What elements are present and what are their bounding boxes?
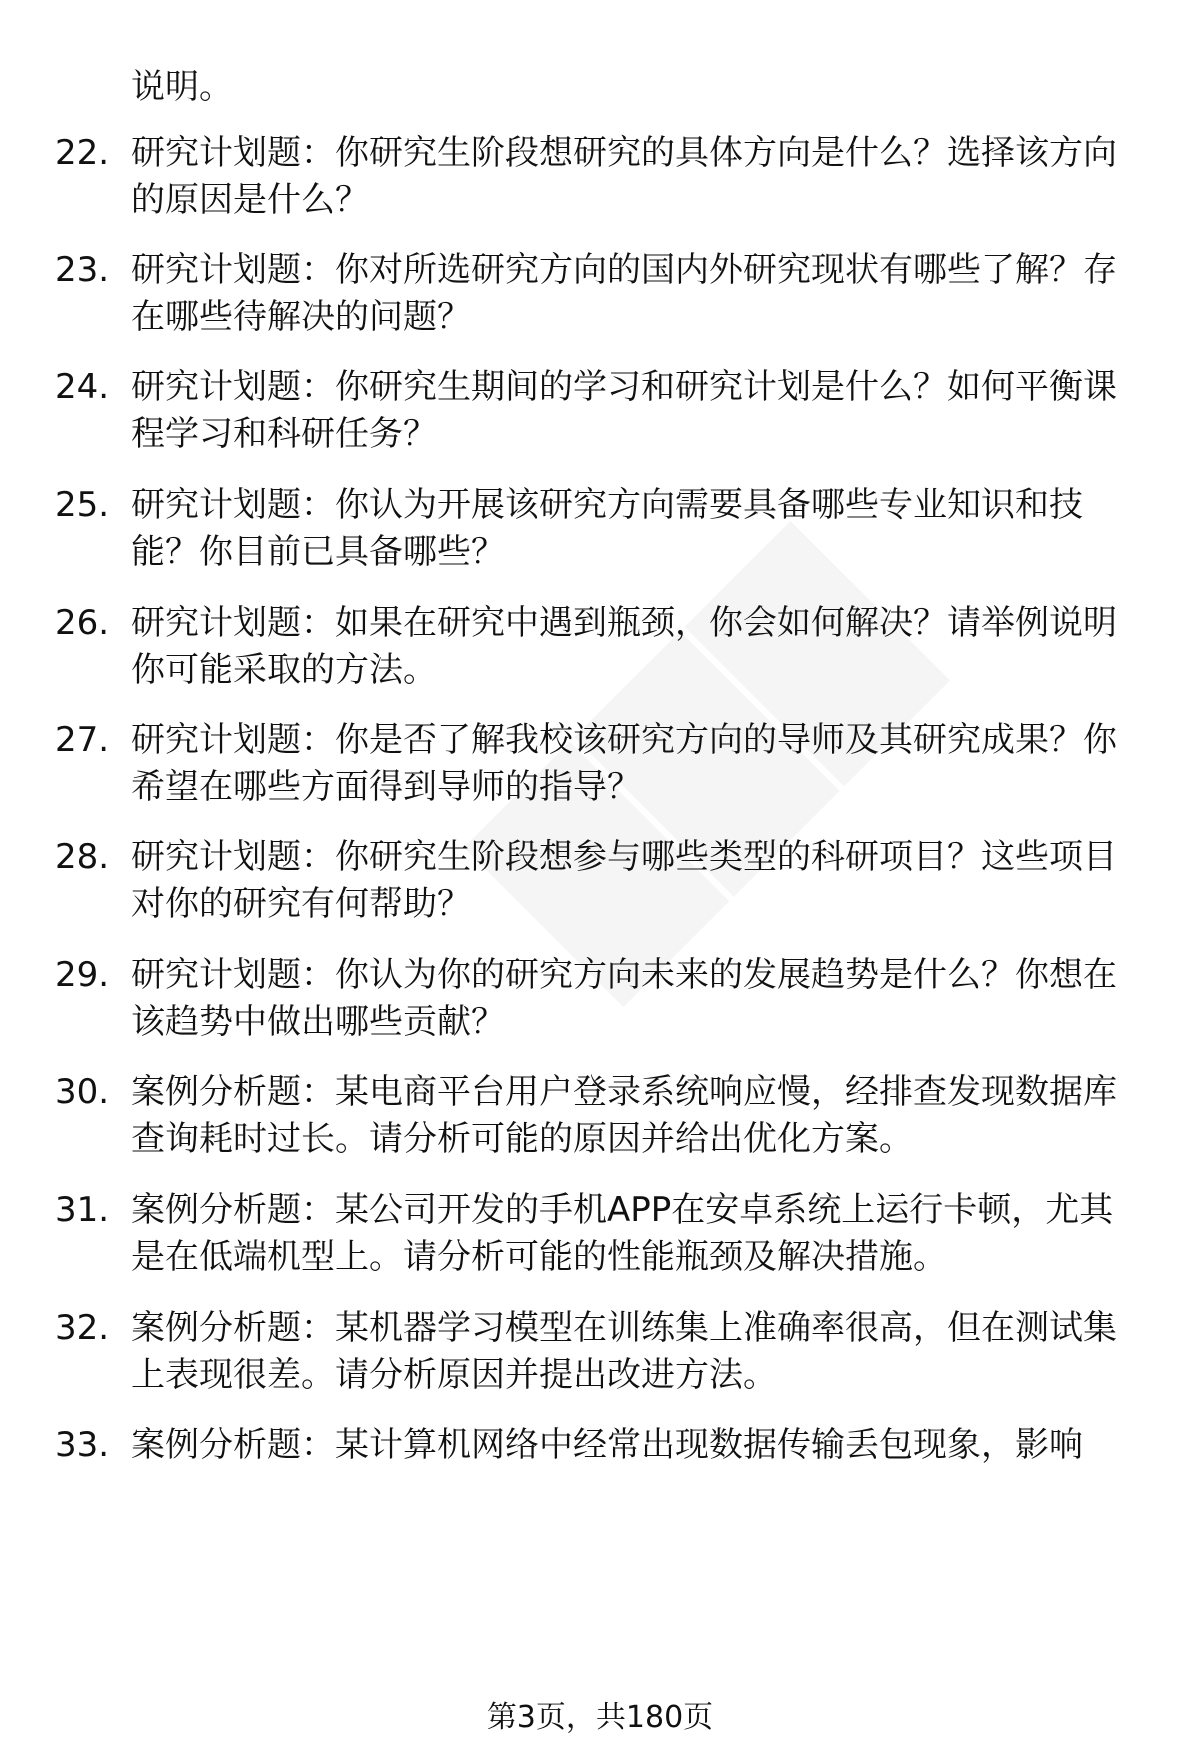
item-text: 研究计划题：你对所选研究方向的国内外研究现状有哪些了解？存在哪些待解决的问题？ <box>131 250 1117 337</box>
item-text: 研究计划题：你认为开展该研究方向需要具备哪些专业知识和技能？你目前已具备哪些？ <box>131 485 1083 572</box>
item-number: 24. <box>55 367 110 407</box>
item-number: 32. <box>55 1308 110 1348</box>
item-text: 研究计划题：你研究生阶段想参与哪些类型的科研项目？这些项目对你的研究有何帮助？ <box>131 837 1117 924</box>
list-item <box>0 247 1200 347</box>
item-text: 研究计划题：你研究生阶段想研究的具体方向是什么？选择该方向的原因是什么？ <box>131 133 1117 220</box>
item-number: 33. <box>55 1425 110 1465</box>
item-number: 30. <box>55 1072 110 1112</box>
list-item <box>0 1187 1200 1287</box>
item-number: 23. <box>55 250 110 290</box>
item-number: 29. <box>55 955 110 995</box>
item-text: 案例分析题：某机器学习模型在训练集上准确率很高，但在测试集上表现很差。请分析原因并提出改进方法。 <box>131 1308 1117 1395</box>
list-item <box>0 717 1200 817</box>
item-number: 26. <box>55 603 110 643</box>
list-item <box>0 482 1200 582</box>
item-text: 研究计划题：你是否了解我校该研究方向的导师及其研究成果？你希望在哪些方面得到导师的指导？ <box>131 720 1117 807</box>
page-footer: 第3页，共180页 <box>486 1700 714 1735</box>
list-item <box>0 834 1200 934</box>
item-text: 案例分析题：某公司开发的手机APP在安卓系统上运行卡顿，尤其是在低端机型上。请分析可能的性能瓶颈及解决措施。 <box>131 1190 1114 1277</box>
item-text: 案例分析题：某电商平台用户登录系统响应慢，经排查发现数据库查询耗时过长。请分析可能的原因并给出优化方案。 <box>131 1072 1117 1159</box>
list-item <box>0 600 1200 700</box>
item-number: 22. <box>55 133 110 173</box>
item-text: 研究计划题：你研究生期间的学习和研究计划是什么？如何平衡课程学习和科研任务？ <box>131 367 1117 454</box>
item-text: 研究计划题：如果在研究中遇到瓶颈，你会如何解决？请举例说明你可能采取的方法。 <box>131 603 1117 690</box>
item-text: 研究计划题：你认为你的研究方向未来的发展趋势是什么？你想在该趋势中做出哪些贡献？ <box>131 955 1117 1042</box>
list-item <box>0 1422 1200 1522</box>
lead-text: 说明。 <box>131 67 233 107</box>
item-number: 28. <box>55 837 110 877</box>
list-item <box>0 1305 1200 1405</box>
item-number: 31. <box>55 1190 110 1230</box>
list-item <box>0 130 1200 230</box>
list-item <box>0 364 1200 464</box>
item-text: 案例分析题：某计算机网络中经常出现数据传输丢包现象，影响 <box>131 1425 1083 1465</box>
list-item <box>0 952 1200 1052</box>
item-number: 27. <box>55 720 110 760</box>
list-item <box>0 1069 1200 1169</box>
item-number: 25. <box>55 485 110 525</box>
